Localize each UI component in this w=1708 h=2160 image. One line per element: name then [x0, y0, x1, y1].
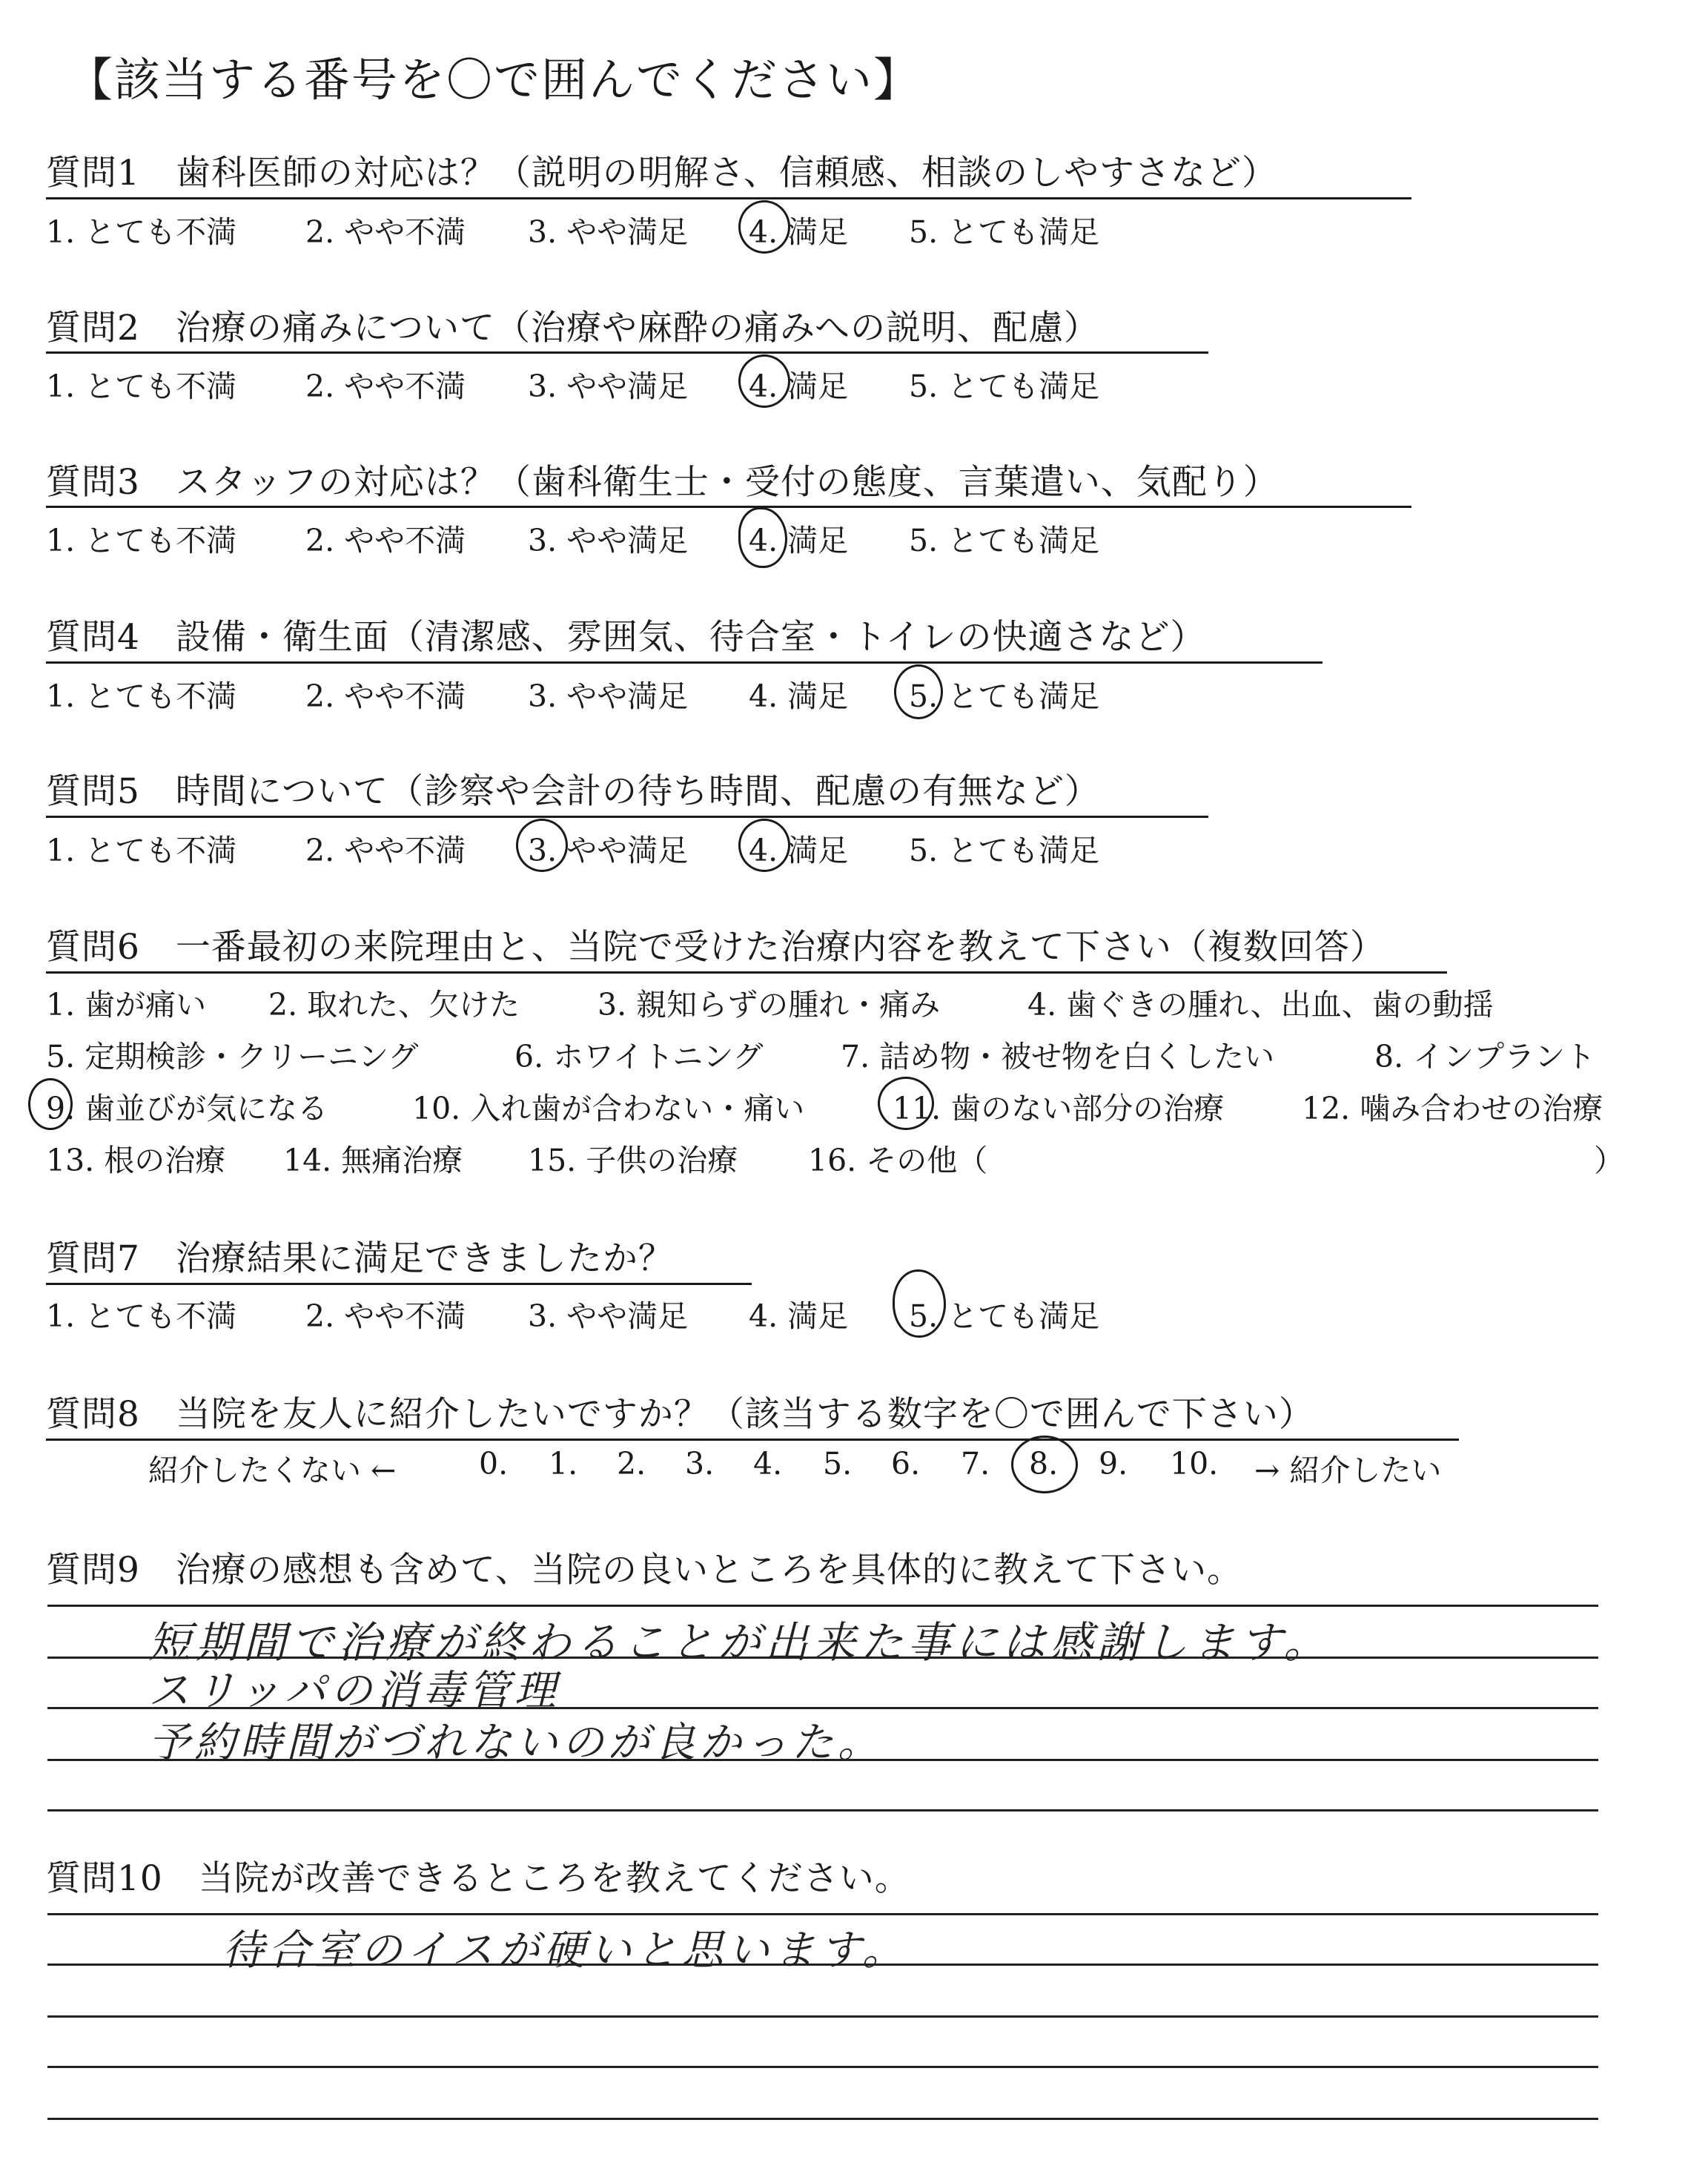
q4-option-1[interactable]: 1. とても不満: [46, 678, 237, 714]
q5-option-2[interactable]: 2. やや不満: [305, 833, 466, 868]
q10-answer-line-4: [47, 2066, 1598, 2068]
page-header: 【該当する番号を〇で囲んでください】: [67, 53, 921, 107]
q7-selection-circle: [893, 1269, 946, 1338]
question-2-title: 質問2 治療の痛みについて（治療や麻酔の痛みへの説明、配慮）: [46, 308, 1100, 349]
q10-answer-line-3: [47, 2015, 1598, 2018]
q6-option-8[interactable]: 8. インプラント: [1374, 1039, 1596, 1074]
question-5-title: 質問5 時間について（診察や会計の待ち時間、配慮の有無など）: [46, 771, 1100, 812]
question-4-underline: [46, 661, 1323, 664]
q1-option-1[interactable]: 1. とても不満: [46, 214, 237, 250]
q8-scale-9[interactable]: 9.: [1099, 1446, 1128, 1482]
q2-option-3[interactable]: 3. やや満足: [528, 369, 689, 404]
q7-option-1[interactable]: 1. とても不満: [46, 1298, 237, 1334]
question-1-underline: [46, 197, 1411, 199]
q3-option-5[interactable]: 5. とても満足: [909, 523, 1100, 558]
q5-option-3[interactable]: 3. やや満足: [528, 833, 689, 868]
q3-option-3[interactable]: 3. やや満足: [528, 523, 689, 558]
q6-option-12[interactable]: 12. 噛み合わせの治療: [1302, 1091, 1603, 1126]
q9-answer-2[interactable]: スリッパの消毒管理: [148, 1667, 560, 1715]
q4-option-2[interactable]: 2. やや不満: [305, 678, 466, 714]
question-5-underline: [46, 816, 1208, 818]
q6-option-7[interactable]: 7. 詰め物・被せ物を白くしたい: [841, 1039, 1275, 1074]
q6-option-11[interactable]: 11. 歯のない部分の治療: [893, 1091, 1225, 1126]
q5-option-5[interactable]: 5. とても満足: [909, 833, 1100, 868]
q8-scale-0[interactable]: 0.: [479, 1446, 509, 1482]
q6-option-15[interactable]: 15. 子供の治療: [528, 1143, 738, 1178]
q8-selection-circle: [1011, 1436, 1078, 1493]
q6-option-14[interactable]: 14. 無痛治療: [283, 1143, 463, 1178]
q3-option-4[interactable]: 4. 満足: [749, 523, 849, 558]
q7-option-4[interactable]: 4. 満足: [749, 1298, 849, 1334]
q1-option-3[interactable]: 3. やや満足: [528, 214, 689, 250]
q9-answer-line-5: [47, 1809, 1598, 1811]
q1-selection-circle: [738, 200, 790, 254]
q8-scale-2[interactable]: 2.: [617, 1446, 646, 1482]
q5-selection-circle-4: [738, 819, 790, 872]
q7-option-2[interactable]: 2. やや不満: [305, 1298, 466, 1334]
question-4-title: 質問4 設備・衛生面（清潔感、雰囲気、待合室・トイレの快適さなど）: [46, 617, 1206, 658]
q8-scale-5[interactable]: 5.: [823, 1446, 853, 1482]
q8-scale-6[interactable]: 6.: [891, 1446, 921, 1482]
question-3-title: 質問3 スタッフの対応は？（歯科衛生士・受付の態度、言葉遣い、気配り）: [46, 462, 1279, 503]
q9-answer-3[interactable]: 予約時間がづれないのが良かった。: [148, 1719, 884, 1767]
q6-option-3[interactable]: 3. 親知らずの腫れ・痛み: [598, 987, 941, 1023]
q5-option-4[interactable]: 4. 満足: [749, 833, 849, 868]
q4-option-4[interactable]: 4. 満足: [749, 678, 849, 714]
question-7-underline: [46, 1283, 752, 1285]
q6-selection-circle-11: [878, 1077, 934, 1130]
q10-answer-1[interactable]: 待合室のイスが硬いと思います。: [222, 1926, 908, 1975]
q6-option-1[interactable]: 1. 歯が痛い: [46, 987, 207, 1023]
q9-answer-1[interactable]: 短期間で治療が終わることが出来た事には感謝します。: [148, 1617, 1331, 1668]
question-6-title: 質問6 一番最初の来院理由と、当院で受けた治療内容を教えて下さい（複数回答）: [46, 927, 1386, 968]
question-2-underline: [46, 351, 1208, 354]
q1-option-4[interactable]: 4. 満足: [749, 214, 849, 250]
question-3-underline: [46, 506, 1411, 508]
q1-option-2[interactable]: 2. やや不満: [305, 214, 466, 250]
q6-option-6[interactable]: 6. ホワイトニング: [514, 1039, 764, 1074]
q6-other-close-paren: ）: [1594, 1143, 1624, 1178]
q1-option-5[interactable]: 5. とても満足: [909, 214, 1100, 250]
q8-scale-3[interactable]: 3.: [685, 1446, 715, 1482]
question-10-title: 質問10 当院が改善できるところを教えてください。: [46, 1858, 910, 1899]
question-6-underline: [46, 971, 1447, 974]
q6-option-13[interactable]: 13. 根の治療: [46, 1143, 226, 1178]
q7-option-3[interactable]: 3. やや満足: [528, 1298, 689, 1334]
question-7-title: 質問7 治療結果に満足できましたか？: [46, 1238, 674, 1279]
q6-option-9[interactable]: 9. 歯並びが気になる: [46, 1091, 328, 1126]
q8-scale-7[interactable]: 7.: [961, 1446, 990, 1482]
q10-answer-line-5: [47, 2118, 1598, 2120]
question-1-title: 質問1 歯科医師の対応は？（説明の明解さ、信頼感、相談のしやすさなど）: [46, 153, 1278, 194]
q8-scale-4[interactable]: 4.: [753, 1446, 783, 1482]
q6-option-10[interactable]: 10. 入れ歯が合わない・痛い: [412, 1091, 805, 1126]
q3-option-2[interactable]: 2. やや不満: [305, 523, 466, 558]
question-8-underline: [46, 1439, 1459, 1441]
q9-answer-line-1: [47, 1605, 1598, 1607]
q8-scale-1[interactable]: 1.: [549, 1446, 578, 1482]
q10-answer-line-1: [47, 1913, 1598, 1915]
q5-selection-circle-3: [516, 819, 568, 872]
q2-selection-circle: [738, 354, 790, 408]
q4-option-3[interactable]: 3. やや満足: [528, 678, 689, 714]
q6-option-4[interactable]: 4. 歯ぐきの腫れ、出血、歯の動揺: [1027, 987, 1494, 1023]
q2-option-5[interactable]: 5. とても満足: [909, 369, 1100, 404]
question-9-title: 質問9 治療の感想も含めて、当院の良いところを具体的に教えて下さい。: [46, 1550, 1242, 1591]
q8-scale-8[interactable]: 8.: [1029, 1446, 1059, 1482]
q3-option-1[interactable]: 1. とても不満: [46, 523, 237, 558]
q6-selection-circle-9: [28, 1078, 73, 1130]
q6-option-16[interactable]: 16. その他（: [808, 1143, 988, 1178]
q8-right-label: → 紹介したい: [1254, 1453, 1442, 1488]
q7-option-5[interactable]: 5. とても満足: [909, 1298, 1100, 1334]
question-8-title: 質問8 当院を友人に紹介したいですか？（該当する数字を〇で囲んで下さい）: [46, 1394, 1314, 1435]
q8-scale-10[interactable]: 10.: [1170, 1446, 1219, 1482]
q2-option-2[interactable]: 2. やや不満: [305, 369, 466, 404]
q6-option-5[interactable]: 5. 定期検診・クリーニング: [46, 1039, 419, 1074]
q5-option-1[interactable]: 1. とても不満: [46, 833, 237, 868]
q6-option-2[interactable]: 2. 取れた、欠けた: [268, 987, 520, 1023]
q8-left-label: 紹介したくない ←: [148, 1453, 397, 1488]
q4-selection-circle: [894, 664, 943, 719]
q3-selection-circle: [738, 507, 787, 568]
q4-option-5[interactable]: 5. とても満足: [909, 678, 1100, 714]
q2-option-1[interactable]: 1. とても不満: [46, 369, 237, 404]
q2-option-4[interactable]: 4. 満足: [749, 369, 849, 404]
